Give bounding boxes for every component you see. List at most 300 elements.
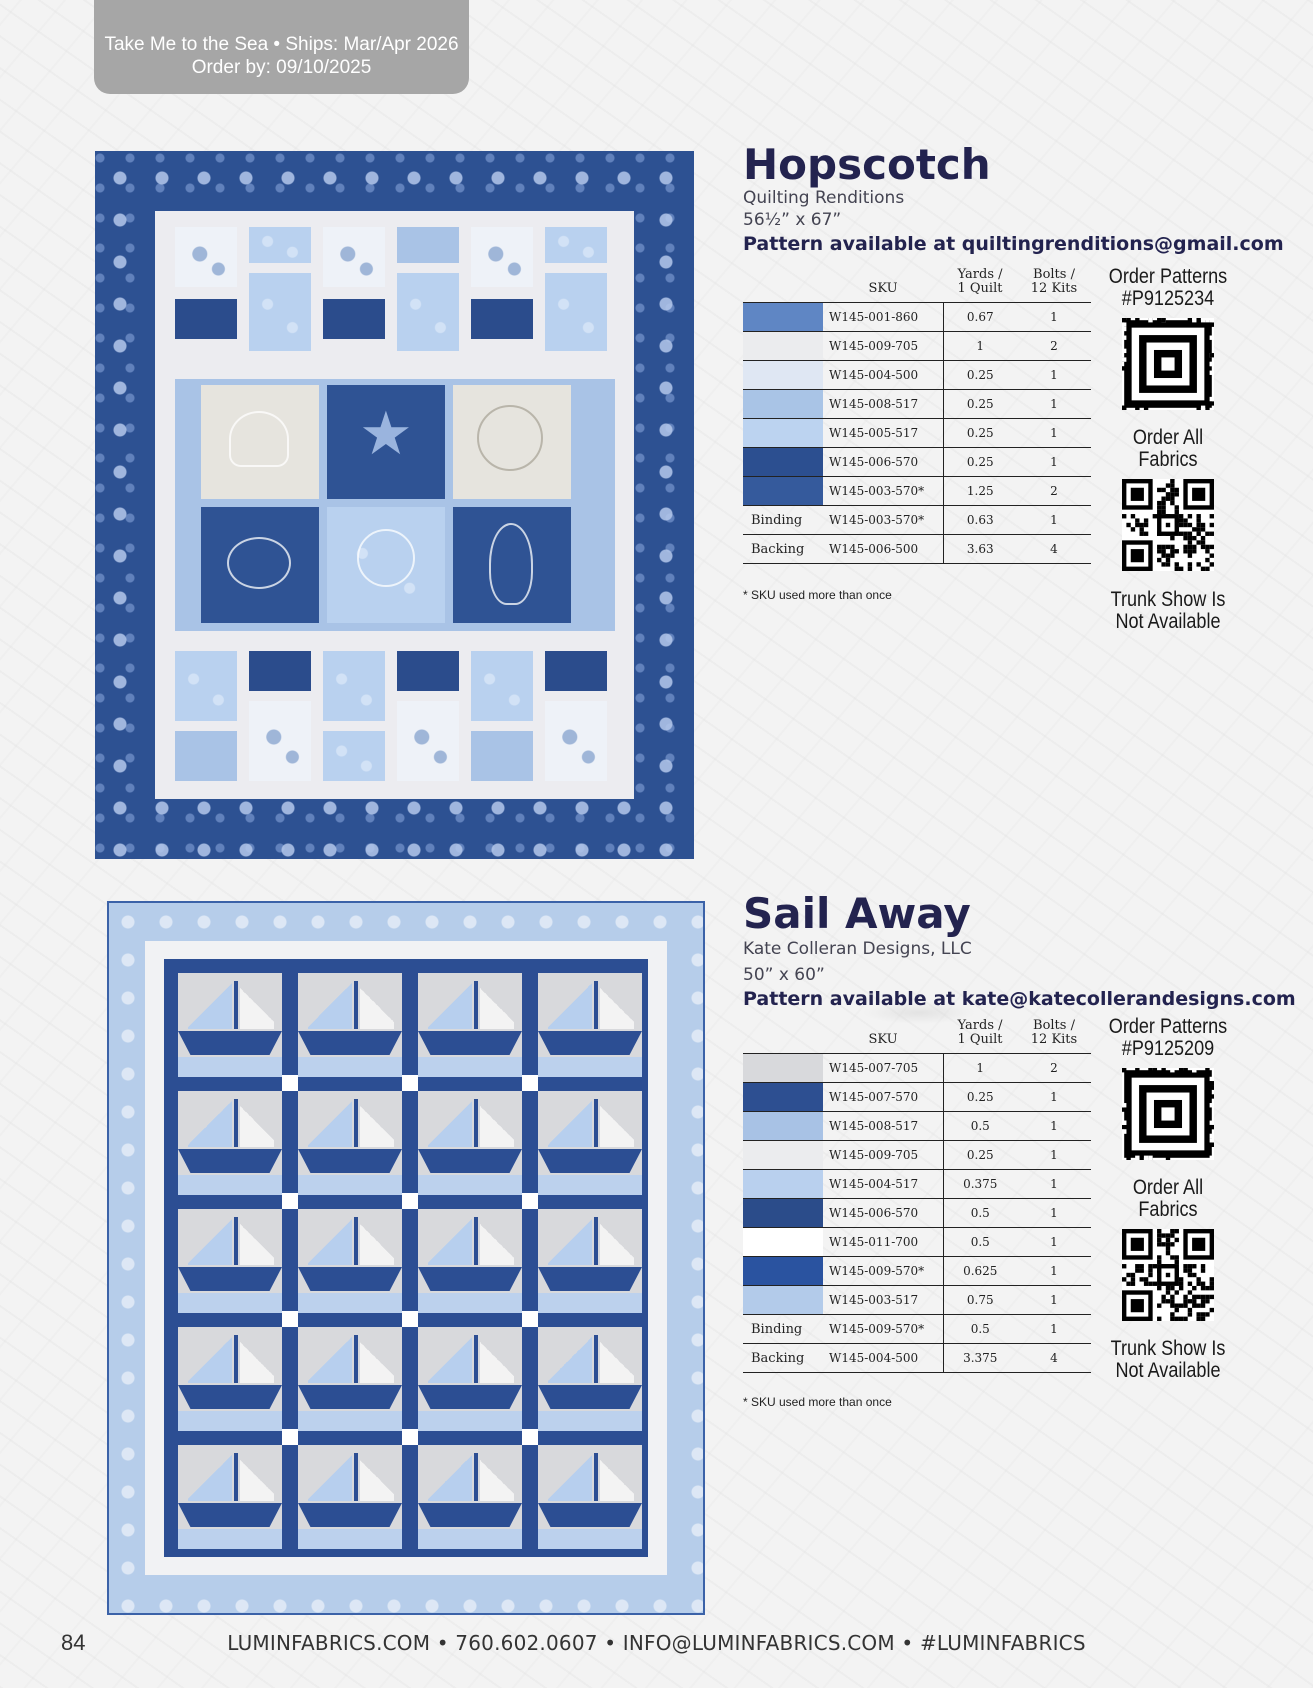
bolts-cell: 1 [1017, 1315, 1091, 1344]
sku-cell: W145-009-705 [823, 1141, 943, 1170]
bolts-cell: 1 [1017, 1083, 1091, 1112]
starfish-panel [327, 385, 445, 499]
cornerstone [522, 1311, 538, 1327]
sailboat-hull [418, 1267, 522, 1291]
sailboat-mast [594, 1453, 598, 1501]
swatch-column-header [743, 1019, 823, 1054]
yards-cell: 1.25 [943, 477, 1017, 506]
swatch-column-header [743, 268, 823, 303]
fabric-row [743, 419, 1091, 448]
fabric-row [743, 303, 1091, 332]
sailboat-hull [178, 1503, 282, 1527]
yards-cell: 0.25 [943, 1083, 1017, 1112]
fabric-row [743, 1344, 1091, 1373]
sailboat-block [178, 973, 282, 1077]
trunk-show-line-1: Trunk Show Is [1110, 1337, 1226, 1360]
bolts-column-header [1017, 268, 1091, 303]
fabric-swatch [743, 1199, 823, 1228]
qr-code-icon[interactable] [1122, 1229, 1214, 1321]
fabric-swatch [743, 1054, 823, 1083]
sailboat-water [298, 1057, 402, 1077]
sailboat-sail2 [240, 1099, 274, 1147]
contact-footer[interactable]: LUMINFABRICS.COM • 760.602.0607 • INFO@LUMINFABRICS.COM • #LUMINFABRICS [227, 1631, 1086, 1655]
sailboat-mast [234, 1217, 238, 1265]
cornerstone [402, 1429, 418, 1445]
banner-line-1: Take Me to the Sea • Ships: Mar/Apr 2026 [104, 34, 459, 55]
fabric-swatch-color [743, 303, 823, 331]
sku-cell: W145-009-570* [823, 1257, 943, 1286]
shell-panel [201, 385, 319, 499]
sailboat-mast [354, 1335, 358, 1383]
sku-cell: W145-003-570* [823, 477, 943, 506]
quilt-block [175, 227, 237, 287]
yards-cell: 0.25 [943, 1141, 1017, 1170]
fabric-row [743, 1170, 1091, 1199]
sailboat-mast [354, 981, 358, 1029]
sailboat-block [178, 1209, 282, 1313]
sailboat-sail1 [308, 1099, 352, 1147]
fabric-swatch-color [743, 361, 823, 389]
quilt-block [397, 227, 459, 263]
sailboat-hull [418, 1385, 522, 1409]
fabric-swatch-color [743, 1257, 823, 1285]
sailboat-block [298, 1209, 402, 1313]
quilt-block [471, 227, 533, 287]
qr-code-icon[interactable] [1122, 479, 1214, 571]
fabric-swatch-color [743, 332, 823, 360]
bolts-cell: 1 [1017, 1141, 1091, 1170]
quilt-block [545, 651, 607, 691]
yards-cell: 0.25 [943, 390, 1017, 419]
order-all-fabrics-label [1104, 1177, 1233, 1221]
sailboat-hull [298, 1031, 402, 1055]
sailboat-block [418, 1445, 522, 1549]
fabric-swatch-color [743, 477, 823, 505]
cornerstone [282, 1075, 298, 1091]
cornerstone [522, 1193, 538, 1209]
sailboat-sail2 [360, 981, 394, 1029]
bolts-cell: 1 [1017, 1286, 1091, 1315]
order-all-text: Order All [1132, 426, 1204, 449]
yards-cell: 3.63 [943, 535, 1017, 564]
quilt-block [175, 299, 237, 339]
fabric-swatch-color [743, 1170, 823, 1198]
sailboat-water [178, 1411, 282, 1431]
fabric-swatch [743, 1170, 823, 1199]
quilt-block [397, 651, 459, 691]
bolts-cell: 2 [1017, 332, 1091, 361]
bolts-column-header [1017, 1019, 1091, 1054]
sailboat-hull [538, 1503, 642, 1527]
pattern-availability-link[interactable]: Pattern available at quiltingrenditions@gmail.com [743, 233, 1284, 255]
sailboat-mast [594, 1217, 598, 1265]
sku-column-header: SKU [868, 281, 898, 296]
sailboat-sail1 [308, 1335, 352, 1383]
fabric-swatch-color [743, 1112, 823, 1140]
quilt-block [249, 651, 311, 691]
quilt-size: 56½” x 67” [743, 210, 842, 230]
fabrics-text: Fabrics [1138, 1198, 1198, 1221]
sailboat-sail1 [188, 1453, 232, 1501]
sku-cell: W145-006-570 [823, 1199, 943, 1228]
fabric-row [743, 448, 1091, 477]
sailboat-sail2 [240, 981, 274, 1029]
sku-cell: W145-001-860 [823, 303, 943, 332]
quilt-block [249, 273, 311, 351]
sailboat-sail1 [308, 1217, 352, 1265]
fabric-row [743, 1257, 1091, 1286]
sailboat-mast [474, 1335, 478, 1383]
quilt-block [471, 651, 533, 721]
order-all-text: Order All [1132, 1176, 1204, 1199]
sailboat-block [418, 973, 522, 1077]
sailboat-sail1 [188, 1217, 232, 1265]
sku-footnote: * SKU used more than once [743, 588, 892, 602]
bolts-header-line-2: 12 Kits [1030, 281, 1078, 296]
yards-header-line-2: 1 Quilt [957, 1032, 1003, 1047]
collection-banner [94, 0, 469, 94]
cornerstone [282, 1193, 298, 1209]
sand-dollar-panel [453, 385, 571, 499]
sailboat-mast [354, 1453, 358, 1501]
cornerstone [522, 1075, 538, 1091]
yards-cell: 0.5 [943, 1315, 1017, 1344]
sailboat-hull [298, 1503, 402, 1527]
sailboat-water [538, 1293, 642, 1313]
yards-cell: 0.63 [943, 506, 1017, 535]
bolts-cell: 1 [1017, 1228, 1091, 1257]
sailboat-sail2 [480, 981, 514, 1029]
pattern-availability-link[interactable]: Pattern available at kate@katecollerandesigns.com [743, 988, 1296, 1010]
nautilus-icon [357, 529, 415, 587]
fabric-swatch-color [743, 1054, 823, 1082]
sailboat-sail1 [548, 1335, 592, 1383]
cornerstone [522, 1429, 538, 1445]
fabric-swatch [743, 1228, 823, 1257]
trunk-show-label [1104, 589, 1233, 633]
sailboat-water [418, 1411, 522, 1431]
fabric-swatch [743, 419, 823, 448]
fabric-swatch [743, 1083, 823, 1112]
sailboat-mast [474, 1453, 478, 1501]
sku-cell: W145-003-517 [823, 1286, 943, 1315]
pattern-title: Sail Away [743, 889, 971, 938]
fabric-row [743, 332, 1091, 361]
fabric-swatch-color [743, 1083, 823, 1111]
hopscotch-quilt-image [95, 151, 694, 859]
cornerstone [402, 1311, 418, 1327]
quilt-block [249, 227, 311, 263]
yards-header-line-2: 1 Quilt [957, 281, 1003, 296]
conch-icon [489, 523, 533, 605]
row-label: Binding [743, 1315, 823, 1344]
bolts-cell: 4 [1017, 535, 1091, 564]
sku-cell: W145-004-500 [823, 1344, 943, 1373]
sailboat-block [418, 1091, 522, 1195]
sailboat-sail1 [428, 1217, 472, 1265]
sailboat-sail1 [188, 1099, 232, 1147]
qr-code-icon[interactable] [1122, 318, 1214, 410]
sailboat-hull [538, 1267, 642, 1291]
fabric-swatch-color [743, 419, 823, 447]
sku-cell: W145-008-517 [823, 390, 943, 419]
sailboat-mast [234, 1453, 238, 1501]
sailboat-sail1 [188, 1335, 232, 1383]
starfish-icon: ★ [359, 399, 413, 469]
sailboat-mast [474, 1099, 478, 1147]
sku-footnote: * SKU used more than once [743, 1395, 892, 1409]
designer-name: Quilting Renditions [743, 188, 905, 208]
sailboat-water [298, 1529, 402, 1549]
sailboat-sail1 [548, 981, 592, 1029]
shell-icon [229, 411, 289, 467]
bolts-cell: 1 [1017, 303, 1091, 332]
sku-cell: W145-007-705 [823, 1054, 943, 1083]
sailboat-sail2 [240, 1453, 274, 1501]
sailboat-hull [178, 1031, 282, 1055]
yards-cell: 0.5 [943, 1112, 1017, 1141]
trunk-show-line-2: Not Available [1115, 1359, 1221, 1382]
yards-cell: 0.5 [943, 1199, 1017, 1228]
sailboat-water [178, 1293, 282, 1313]
fabric-swatch [743, 332, 823, 361]
pattern-title: Hopscotch [743, 140, 991, 189]
fabric-row [743, 390, 1091, 419]
sku-cell: W145-006-570 [823, 448, 943, 477]
sailboat-water [298, 1411, 402, 1431]
sailboat-sail2 [360, 1217, 394, 1265]
sailboat-block [538, 1445, 642, 1549]
sailboat-hull [178, 1149, 282, 1173]
sku-cell: W145-006-500 [823, 535, 943, 564]
fabric-swatch-color [743, 1286, 823, 1314]
sailboat-hull [178, 1267, 282, 1291]
quilt-block [249, 701, 311, 781]
fabric-row [743, 1054, 1091, 1083]
yards-header-line-1: Yards / [957, 1018, 1003, 1033]
fabric-row [743, 1315, 1091, 1344]
yards-cell: 0.25 [943, 419, 1017, 448]
quilt-block [545, 273, 607, 351]
order-all-fabrics-label [1104, 427, 1233, 471]
sailboat-sail2 [360, 1453, 394, 1501]
sailboat-sail2 [240, 1335, 274, 1383]
qr-code-icon[interactable] [1122, 1068, 1214, 1160]
hopscotch-quilt-center [155, 211, 634, 799]
order-patterns-label [1104, 266, 1233, 310]
yards-cell: 3.375 [943, 1344, 1017, 1373]
quilt-block [471, 299, 533, 339]
sku-cell: W145-004-500 [823, 361, 943, 390]
bolts-cell: 1 [1017, 390, 1091, 419]
sailboat-sail1 [548, 1217, 592, 1265]
sku-cell: W145-008-517 [823, 1112, 943, 1141]
sailboat-sail1 [548, 1453, 592, 1501]
sailboat-mast [594, 1335, 598, 1383]
yards-cell: 0.25 [943, 448, 1017, 477]
nautilus-panel [327, 507, 445, 623]
fabric-row [743, 1286, 1091, 1315]
fabric-swatch-color [743, 1141, 823, 1169]
sku-cell: W145-009-705 [823, 332, 943, 361]
trunk-show-label [1104, 1338, 1233, 1382]
sailboat-hull [538, 1385, 642, 1409]
sailboat-hull [298, 1149, 402, 1173]
fabric-swatch-color [743, 390, 823, 418]
turtle-icon [227, 537, 291, 589]
bolts-cell: 1 [1017, 1257, 1091, 1286]
sailboat-sail2 [600, 981, 634, 1029]
fabric-row [743, 1141, 1091, 1170]
turtle-panel [201, 507, 319, 623]
sailboat-water [418, 1293, 522, 1313]
sailboat-water [418, 1057, 522, 1077]
sand-dollar-icon [477, 405, 543, 471]
sku-cell: W145-005-517 [823, 419, 943, 448]
sku-cell: W145-007-570 [823, 1083, 943, 1112]
fabric-swatch-color [743, 1199, 823, 1227]
bolts-cell: 1 [1017, 448, 1091, 477]
bolts-header-line-1: Bolts / [1033, 1018, 1075, 1033]
fabric-swatch [743, 303, 823, 332]
sailboat-mast [474, 981, 478, 1029]
sailboat-hull [538, 1149, 642, 1173]
bolts-header-line-1: Bolts / [1033, 267, 1075, 282]
sku-cell: W145-004-517 [823, 1170, 943, 1199]
fabric-swatch [743, 390, 823, 419]
yards-cell: 1 [943, 1054, 1017, 1083]
sailboat-water [298, 1293, 402, 1313]
fabric-swatch [743, 1112, 823, 1141]
fabric-requirements-table [743, 268, 1091, 564]
quilt-size: 50” x 60” [743, 965, 825, 985]
fabric-row [743, 506, 1091, 535]
sailboat-sail1 [428, 1335, 472, 1383]
sailboat-water [178, 1175, 282, 1195]
sailboat-hull [538, 1031, 642, 1055]
sailboat-block [418, 1327, 522, 1431]
sailboat-sail2 [600, 1217, 634, 1265]
banner-line-2: Order by: 09/10/2025 [191, 57, 372, 78]
sailboat-water [178, 1529, 282, 1549]
sku-column-header: SKU [868, 1032, 898, 1047]
sailboat-block [538, 1327, 642, 1431]
yards-cell: 0.375 [943, 1170, 1017, 1199]
sailboat-water [538, 1175, 642, 1195]
sailboat-block [538, 1209, 642, 1313]
sailboat-block [178, 1091, 282, 1195]
sailboat-water [538, 1529, 642, 1549]
pattern-number: #P9125209 [1121, 1037, 1215, 1060]
fabric-swatch [743, 1257, 823, 1286]
fabric-row [743, 1083, 1091, 1112]
sailboat-hull [418, 1503, 522, 1527]
bolts-cell: 2 [1017, 1054, 1091, 1083]
sku-cell: W145-011-700 [823, 1228, 943, 1257]
fabric-row [743, 535, 1091, 564]
yards-header-line-1: Yards / [957, 267, 1003, 282]
sailboat-sail2 [600, 1335, 634, 1383]
bolts-cell: 1 [1017, 361, 1091, 390]
quilt-block [471, 731, 533, 781]
order-patterns-text: Order Patterns [1108, 1015, 1228, 1038]
sailboat-sail1 [428, 1453, 472, 1501]
fabric-row [743, 1112, 1091, 1141]
page-number: 84 [61, 1630, 86, 1655]
sailboat-mast [234, 1099, 238, 1147]
sailboat-water [538, 1411, 642, 1431]
sailboat-sail2 [360, 1335, 394, 1383]
cornerstone [402, 1193, 418, 1209]
cornerstone [282, 1429, 298, 1445]
sku-cell: W145-003-570* [823, 506, 943, 535]
row-label: Backing [743, 1344, 823, 1373]
sailboat-sail1 [188, 981, 232, 1029]
sailboat-block [178, 1327, 282, 1431]
sailboat-mast [474, 1217, 478, 1265]
sailboat-sail2 [600, 1099, 634, 1147]
sailboat-water [418, 1175, 522, 1195]
sail-away-boat-grid [164, 959, 648, 1557]
pattern-number: #P9125234 [1121, 287, 1215, 310]
trunk-show-line-2: Not Available [1115, 610, 1221, 633]
bolts-cell: 1 [1017, 1170, 1091, 1199]
sailboat-mast [354, 1217, 358, 1265]
designer-name: Kate Colleran Designs, LLC [743, 939, 972, 959]
sailboat-block [178, 1445, 282, 1549]
sailboat-sail1 [428, 1099, 472, 1147]
sailboat-water [538, 1057, 642, 1077]
fabric-row [743, 1228, 1091, 1257]
sailboat-mast [594, 981, 598, 1029]
sailboat-mast [234, 1335, 238, 1383]
sailboat-block [298, 973, 402, 1077]
yards-column-header [943, 1019, 1017, 1054]
yards-cell: 1 [943, 332, 1017, 361]
sailboat-mast [594, 1099, 598, 1147]
quilt-block [323, 227, 385, 287]
quilt-block [545, 701, 607, 781]
fabric-swatch-color [743, 448, 823, 476]
sailboat-water [298, 1175, 402, 1195]
bolts-header-line-2: 12 Kits [1030, 1032, 1078, 1047]
conch-panel [453, 507, 571, 623]
quilt-block [545, 227, 607, 263]
quilt-block [323, 651, 385, 721]
yards-cell: 0.5 [943, 1228, 1017, 1257]
row-label: Backing [743, 535, 823, 564]
quilt-block [323, 299, 385, 339]
sailboat-hull [418, 1031, 522, 1055]
sailboat-block [538, 1091, 642, 1195]
quilt-block [323, 731, 385, 781]
sailboat-sail1 [308, 981, 352, 1029]
fabric-swatch-color [743, 1228, 823, 1256]
bolts-cell: 2 [1017, 477, 1091, 506]
cornerstone [282, 1311, 298, 1327]
order-patterns-text: Order Patterns [1108, 265, 1228, 288]
bolts-cell: 1 [1017, 1199, 1091, 1228]
sailboat-water [418, 1529, 522, 1549]
sailboat-sail2 [240, 1217, 274, 1265]
sailboat-sail1 [548, 1099, 592, 1147]
quilt-block [397, 701, 459, 781]
sailboat-sail2 [480, 1217, 514, 1265]
quilt-block [175, 651, 237, 721]
fabric-swatch [743, 1286, 823, 1315]
fabric-swatch [743, 448, 823, 477]
quilt-block [397, 273, 459, 351]
